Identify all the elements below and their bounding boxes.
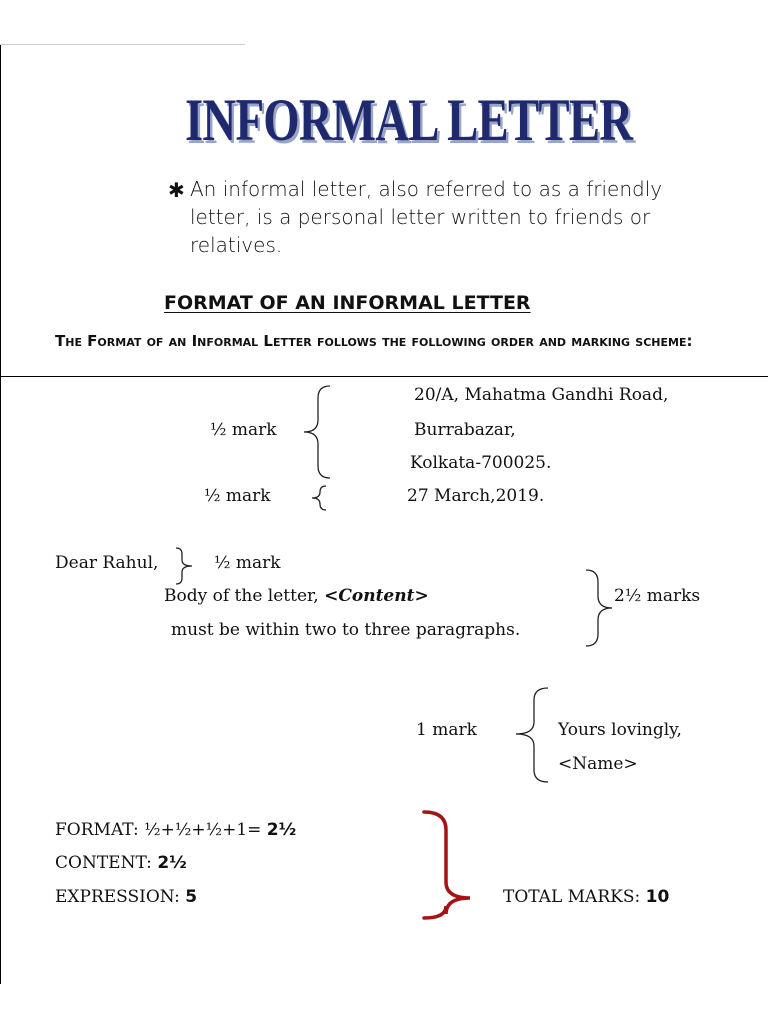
total-brace: [424, 812, 470, 918]
salutation: Dear Rahul,: [55, 553, 159, 573]
address-line-2: Burrabazar,: [414, 420, 516, 440]
closing-line-1: Yours lovingly,: [558, 720, 682, 740]
content-value: 2½: [157, 853, 187, 873]
body-content-tag: <Content>: [324, 586, 429, 606]
bullet-icon: ✱: [168, 178, 185, 202]
page-title: INFORMAL LETTER: [185, 87, 633, 153]
body-mark: 2½ marks: [614, 586, 701, 606]
address-line-1: 20/A, Mahatma Gandhi Road,: [414, 385, 669, 405]
expression-label: EXPRESSION:: [55, 887, 186, 907]
intro-paragraph: An informal letter, also referred to as a friendly letter, is a personal letter written to friends or relatives.: [190, 177, 663, 257]
date-mark: ½ mark: [204, 486, 271, 506]
format-subheading: The Format of an Informal Letter follows the following order and marking scheme:: [55, 332, 693, 350]
date-brace: [312, 486, 326, 510]
address-mark: ½ mark: [210, 420, 277, 440]
total-label: TOTAL MARKS:: [503, 887, 646, 907]
body-line-2: must be within two to three paragraphs.: [171, 620, 521, 640]
closing-mark: 1 mark: [416, 720, 477, 740]
salutation-brace: [176, 548, 192, 584]
letter-date: 27 March,2019.: [407, 486, 545, 506]
format-label: FORMAT: ½+½+½+1=: [55, 820, 267, 840]
total-value: 10: [645, 887, 670, 907]
body-prefix: Body of the letter,: [164, 586, 325, 606]
closing-line-2: <Name>: [558, 754, 638, 774]
closing-brace: [516, 688, 548, 782]
format-heading: FORMAT OF AN INFORMAL LETTER: [164, 292, 531, 314]
address-brace: [304, 386, 330, 478]
body-brace: [586, 570, 612, 646]
content-label: CONTENT:: [55, 853, 158, 873]
salutation-mark: ½ mark: [214, 553, 281, 573]
format-value: 2½: [266, 820, 297, 840]
expression-value: 5: [185, 887, 198, 907]
address-line-3: Kolkata-700025.: [410, 453, 552, 473]
